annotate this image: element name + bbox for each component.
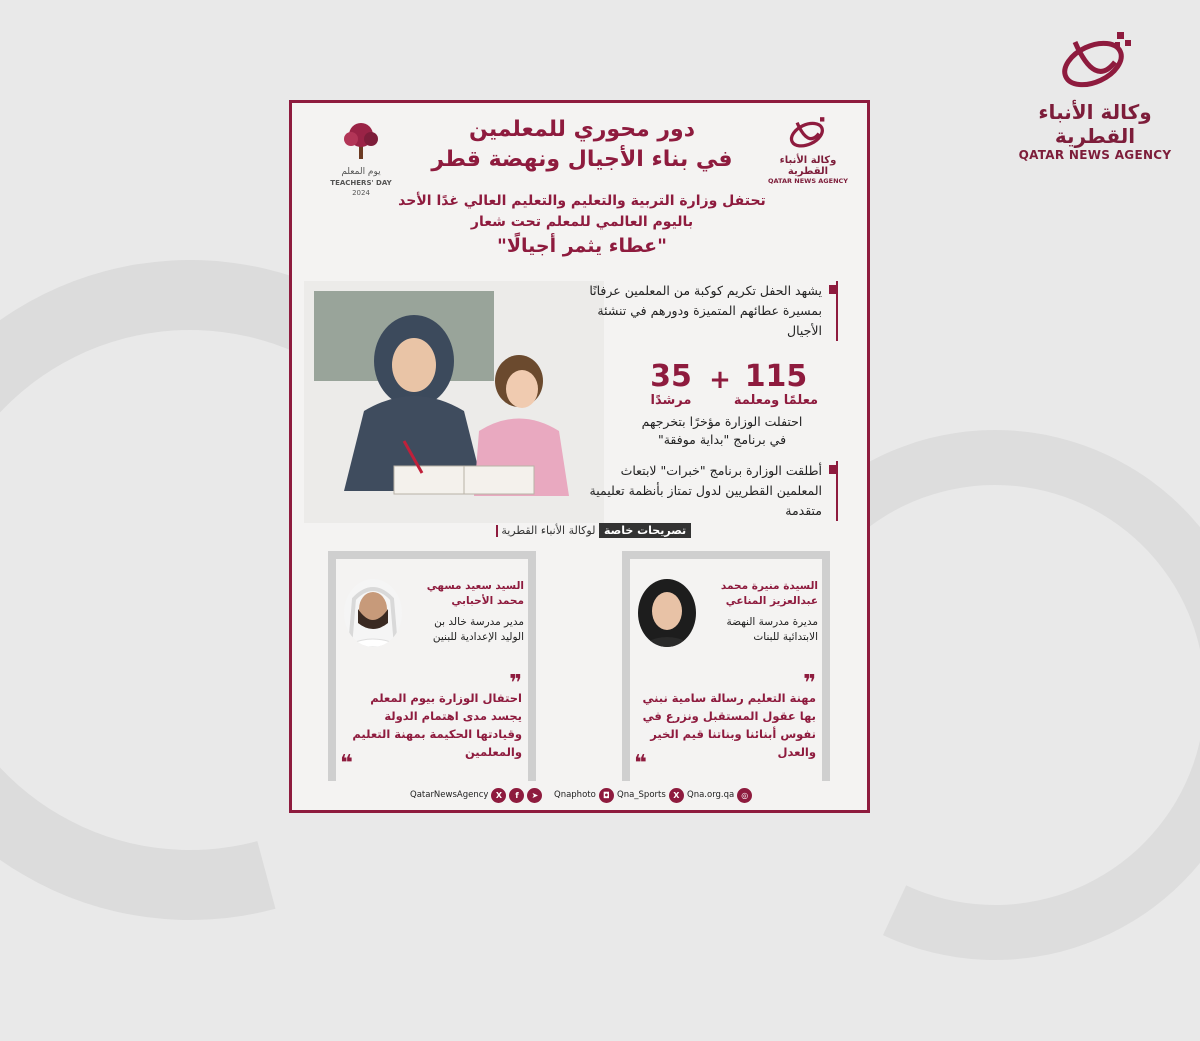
speaker-role-line-1: مديرة مدرسة النهضة xyxy=(726,616,818,628)
qna-logo-icon xyxy=(1055,28,1135,94)
man-portrait xyxy=(344,579,402,647)
x-icon: X xyxy=(669,788,684,803)
x-icon: X xyxy=(491,788,506,803)
bullet-marker xyxy=(829,465,838,474)
teachers-day-label-ar: يوم المعلم xyxy=(341,167,381,177)
facebook-icon: f xyxy=(509,788,524,803)
bullet-khebrat xyxy=(582,461,838,521)
speaker-name-line-2: محمد الأحبابي xyxy=(451,595,524,607)
qna-logo-icon xyxy=(786,115,830,151)
stat-mentors xyxy=(636,361,706,408)
photo-label: Qnaphoto xyxy=(554,790,596,800)
footer-photo[interactable] xyxy=(554,786,614,804)
section-heading xyxy=(492,524,692,537)
woman-portrait xyxy=(638,579,696,647)
graduation-caption xyxy=(612,413,832,449)
quote-open-icon: ❞ xyxy=(803,671,816,696)
telegram-icon: ➤ xyxy=(527,788,542,803)
page-title xyxy=(412,115,752,175)
footer-main[interactable] xyxy=(410,786,542,804)
teachers-day-logo xyxy=(316,121,406,197)
quote-close-icon: ❝ xyxy=(340,751,353,776)
bullet-marker xyxy=(829,285,838,294)
card-brand-name-ar: وكالة الأنباء القطرية xyxy=(779,155,837,177)
bullet-text: يشهد الحفل تكريم كوكبة من المعلمين عرفانًا بمسيرة عطائهم المتميزة ودورهم في تنشئة الأجيال xyxy=(582,281,838,341)
slogan: "عطاء يثمر أجيالًا" xyxy=(496,235,668,257)
quote-close-icon: ❝ xyxy=(634,751,647,776)
title-line-1: دور محوري للمعلمين xyxy=(469,117,695,142)
speaker-name-line-1: السيد سعيد مسهي xyxy=(426,580,524,592)
statement-panel xyxy=(622,551,830,781)
intro-line-1: تحتفل وزارة التربية والتعليم والتعليم العالي غدًا الأحد xyxy=(398,193,766,209)
stat-teachers-value: 115 xyxy=(744,359,808,394)
social-footer xyxy=(292,783,867,807)
stat-teachers-label: معلمًا ومعلمة xyxy=(733,393,819,408)
stat-mentors-value: 35 xyxy=(650,359,692,394)
brand-name-en: QATAR NEWS AGENCY xyxy=(1018,148,1172,162)
brand-name-ar: وكالة الأنباء القطرية xyxy=(1038,100,1152,148)
qna-card-logo xyxy=(762,115,854,185)
quote-open-icon: ❞ xyxy=(509,671,522,696)
caption-line-2: في برنامج "بداية موفقة" xyxy=(657,432,787,447)
speaker-role-line-1: مدير مدرسة خالد بن xyxy=(434,616,524,628)
website-label: Qna.org.qa xyxy=(687,790,735,800)
speaker-role-line-2: الوليد الإعدادية للبنين xyxy=(432,631,524,643)
bullet-text: أطلقت الوزارة برنامج "خبرات" لابتعاث المعلمين القطريين لدول تمتاز بأنظمة تعليمية متقدمة xyxy=(582,461,838,521)
teachers-day-label-en: TEACHERS' DAY xyxy=(330,179,392,187)
speaker-role-line-2: الابتدائية للبنات xyxy=(753,631,818,643)
main-account-label: QatarNewsAgency xyxy=(410,790,489,800)
stat-mentors-label: مرشدًا xyxy=(650,393,692,408)
section-bar xyxy=(496,525,498,537)
footer-website[interactable] xyxy=(687,786,752,804)
avatar xyxy=(344,579,406,647)
sports-label: Qna_Sports xyxy=(617,790,666,800)
footer-sports[interactable] xyxy=(617,786,684,804)
plus-sign: + xyxy=(709,365,731,395)
tree-icon xyxy=(339,121,383,161)
teachers-day-year: 2024 xyxy=(352,189,370,197)
intro-text xyxy=(362,191,802,233)
globe-icon: ◎ xyxy=(737,788,752,803)
caption-line-1: احتفلت الوزارة مؤخرًا بتخرجهم xyxy=(641,414,803,429)
instagram-icon: ◘ xyxy=(599,788,614,803)
quote-text: احتفال الوزارة بيوم المعلم يجسد مدى اهتمام الدولة وقيادتها الحكيمة بمهنة التعليم والمعلمين xyxy=(352,691,522,759)
bullet-honoring xyxy=(582,281,838,341)
stat-teachers xyxy=(726,361,826,408)
qna-corner-logo xyxy=(1010,28,1180,162)
speaker-name-line-1: السيدة منيرة محمد xyxy=(720,580,818,592)
card-brand-name-en: QATAR NEWS AGENCY xyxy=(768,177,848,185)
section-suffix: لوكالة الأنباء القطرية xyxy=(501,524,596,537)
section-tag: تصريحات خاصة xyxy=(599,523,691,538)
statement-panel xyxy=(328,551,536,781)
title-line-2: في بناء الأجيال ونهضة قطر xyxy=(431,147,733,172)
speaker-info xyxy=(414,579,524,645)
speaker-info xyxy=(708,579,818,645)
quote-text: مهنة التعليم رسالة سامية نبني بها عقول المستقبل ونزرع في نفوس أبنائنا وبناتنا قيم الخير والعدل xyxy=(642,691,816,759)
infographic-card xyxy=(289,100,870,813)
teacher-student-illustration xyxy=(304,281,604,523)
avatar xyxy=(638,579,700,647)
intro-line-2: باليوم العالمي للمعلم تحت شعار xyxy=(470,214,694,230)
speaker-name-line-2: عبدالعزيز المناعي xyxy=(725,595,818,607)
